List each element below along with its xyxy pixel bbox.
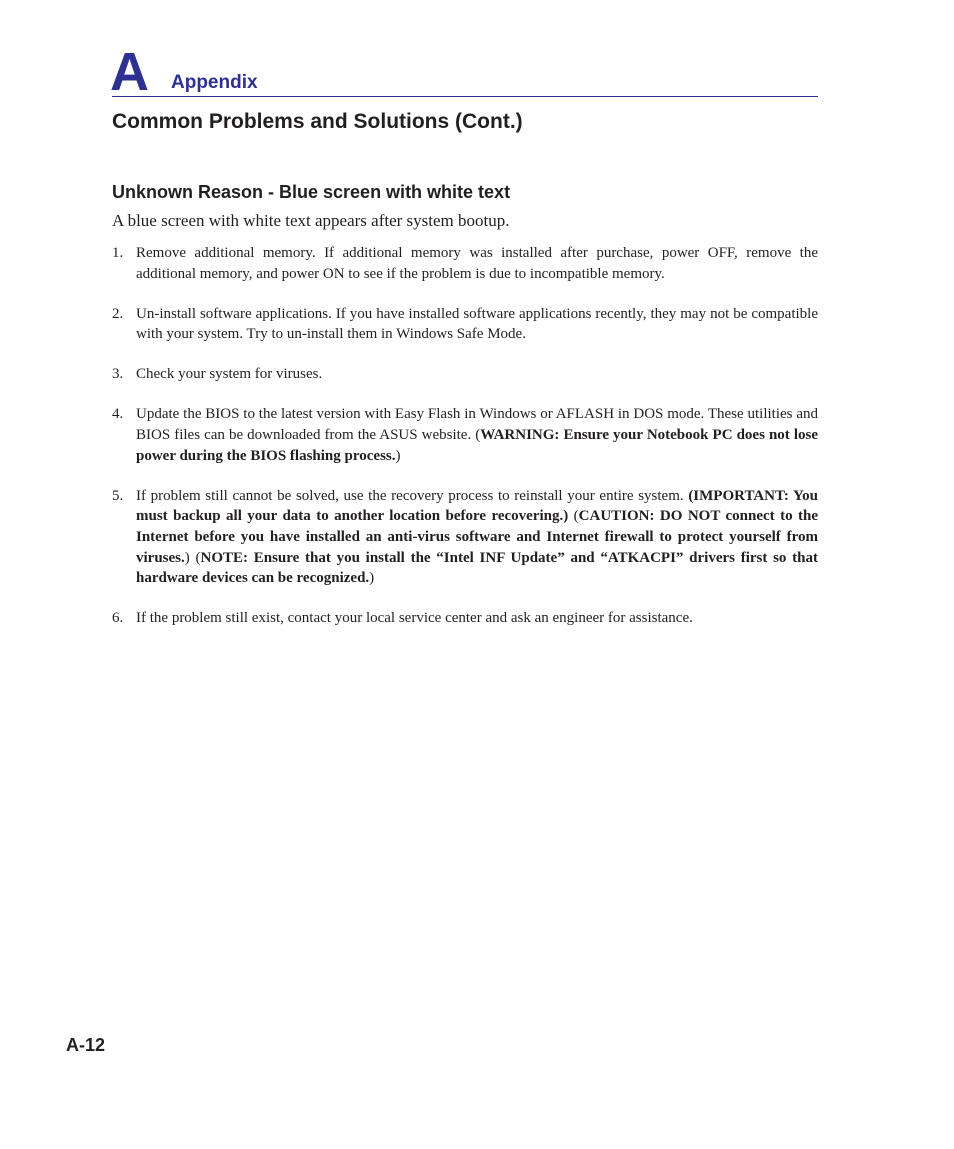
step-item [112, 243, 818, 284]
step-text-segment: ) [395, 447, 401, 464]
step-text [136, 364, 818, 385]
step-number: 3. [112, 366, 124, 383]
page-number: A-12 [66, 1035, 106, 1055]
step-text-segment: Update the BIOS to the latest version with Easy Flash in Windows or AFLASH in DOS mode. These utilities and BIOS files can be downloaded from the ASUS website. ( [136, 406, 818, 444]
section-heading: Unknown Reason - Blue screen with white text [112, 182, 511, 202]
section-intro: A blue screen with white text appears after system bootup. [112, 211, 510, 230]
step-number: 1. [112, 245, 124, 261]
step-text [136, 404, 818, 466]
page-title: Common Problems and Solutions (Cont.) [112, 110, 523, 133]
step-item [112, 404, 818, 466]
step-item [112, 486, 818, 589]
step-number: 5. [112, 487, 124, 504]
step-text [136, 486, 818, 589]
step-text-segment: Check your system for viruses. [136, 366, 323, 383]
chapter-letter: A [110, 42, 149, 102]
step-emphasis: (IMPORTANT: You must backup all your data to another location before recovering.) [136, 487, 818, 525]
step-text [136, 304, 818, 345]
step-number: 6. [112, 610, 124, 627]
step-text-segment: ) [369, 570, 375, 587]
step-text-segment: ) ( [184, 549, 201, 566]
step-text-segment: If the problem still exist, contact your local service center and ask an engineer for assistance. [136, 610, 693, 627]
step-text [136, 608, 818, 629]
step-item [112, 364, 818, 385]
step-text [136, 243, 818, 284]
step-text-segment: Remove additional memory. If additional memory was installed after purchase, power OFF, remove the additional memory, and power ON to see if the problem is due to incompatible memory. [136, 245, 818, 282]
step-emphasis: CAUTION: DO NOT connect to the Internet before you have installed an anti-virus software and Internet firewall to protect yourself from viruses. [136, 508, 818, 566]
chapter-name: Appendix [171, 72, 258, 93]
step-number: 4. [112, 406, 124, 423]
header-rule [112, 96, 818, 97]
step-number: 2. [112, 305, 124, 322]
step-text-segment: Un-install software applications. If you have installed software applications recently, they may not be compatible with your system. Try to un-install them in Windows Safe Mode. [136, 305, 818, 343]
step-item [112, 304, 818, 345]
step-emphasis: NOTE: Ensure that you install the “Intel INF Update” and “ATKACPI” drivers first so that hardware devices can be recognized. [136, 549, 818, 587]
troubleshooting-steps [112, 243, 818, 648]
step-text-segment: ( [568, 508, 579, 525]
step-text-segment: If problem still cannot be solved, use the recovery process to reinstall your entire system. [136, 487, 689, 504]
step-item [112, 608, 818, 629]
step-emphasis: WARNING: Ensure your Notebook PC does not lose power during the BIOS flashing process. [136, 427, 818, 464]
